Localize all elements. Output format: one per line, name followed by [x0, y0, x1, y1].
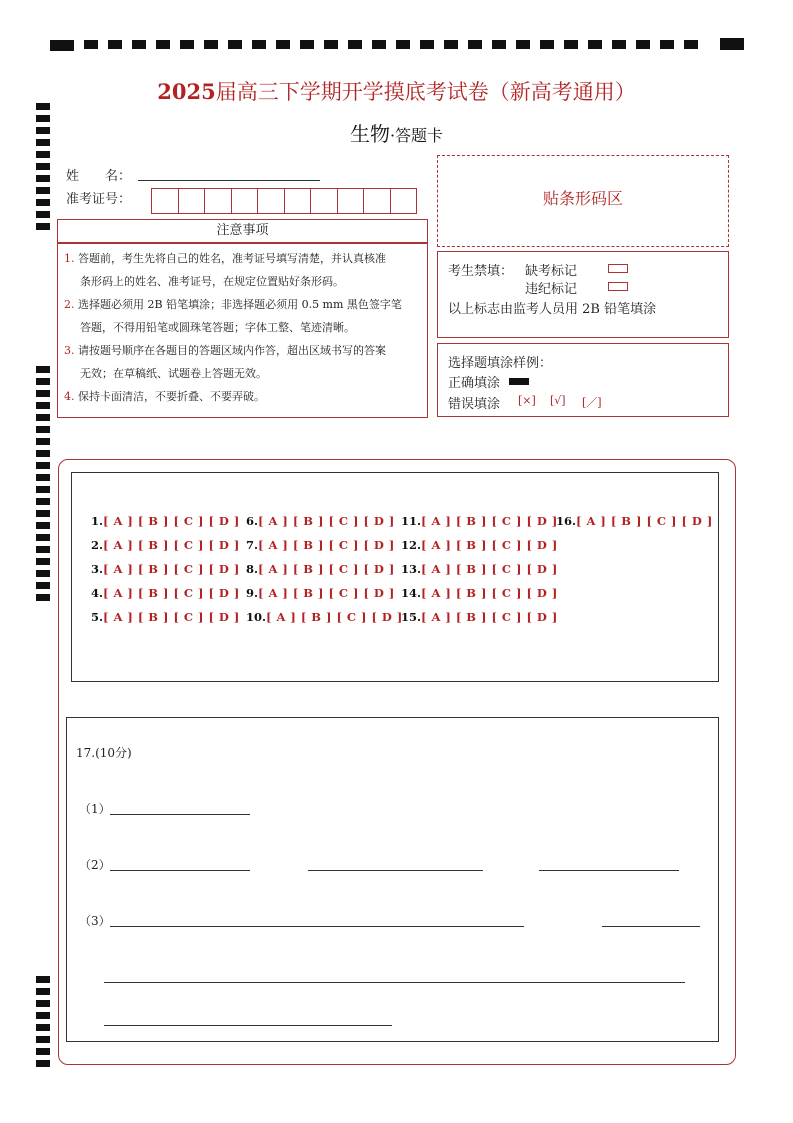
choice-q13[interactable]: 13.[ A ] [ B ] [ C ] [ D ]: [401, 562, 558, 576]
choice-q6[interactable]: 6.[ A ] [ B ] [ C ] [ D ]: [246, 514, 395, 528]
notice-item: 4. 保持卡面清洁，不要折叠、不要弄破。: [64, 390, 265, 403]
choice-q14[interactable]: 14.[ A ] [ B ] [ C ] [ D ]: [401, 586, 558, 600]
choice-q2[interactable]: 2.[ A ] [ B ] [ C ] [ D ]: [91, 538, 240, 552]
absent-mark-box[interactable]: [608, 264, 628, 273]
q17-part3-answer-line-1[interactable]: [110, 926, 524, 927]
choice-section: [71, 472, 719, 682]
name-label: 姓 名：: [66, 169, 132, 184]
wrong-fill-label: 错误填涂: [448, 397, 501, 412]
barcode-area: [437, 155, 729, 247]
choice-q5[interactable]: 5.[ A ] [ B ] [ C ] [ D ]: [91, 610, 240, 624]
forbidden-label: 考生禁填：: [448, 264, 514, 279]
q17-part1-label: （1）: [79, 802, 111, 816]
q17-part3-answer-line-3[interactable]: [104, 982, 685, 983]
q17-part1-answer-line[interactable]: [110, 814, 250, 815]
notice-item: 3. 请按题号顺序在各题目的答题区域内作答，超出区域书写的答案 无效；在草稿纸、试题卷上答题无效。: [64, 344, 386, 380]
q17-part2-answer-line-1[interactable]: [110, 870, 250, 871]
barcode-label: 贴条形码区: [542, 189, 623, 208]
q17-title: 17.(10分): [76, 746, 132, 760]
q17-part3-answer-line-4[interactable]: [104, 1025, 392, 1026]
violation-mark-label: 违纪标记: [525, 282, 578, 297]
correct-fill-label: 正确填涂: [448, 376, 501, 391]
choice-q7[interactable]: 7.[ A ] [ B ] [ C ] [ D ]: [246, 538, 395, 552]
q17-section: [66, 717, 719, 1042]
fill-example-box: [437, 343, 729, 417]
choice-q10[interactable]: 10.[ A ] [ B ] [ C ] [ D ]: [246, 610, 403, 624]
choice-q16[interactable]: 16.[ A ] [ B ] [ C ] [ D ]: [556, 514, 713, 528]
notice-header: 注意事项: [216, 223, 269, 238]
choice-q12[interactable]: 12.[ A ] [ B ] [ C ] [ D ]: [401, 538, 558, 552]
forbidden-box: [437, 251, 729, 338]
q17-part2-label: （2）: [79, 858, 111, 872]
notice-list: [64, 247, 424, 408]
wrong-mark-slash: [／]: [582, 396, 602, 409]
exam-id-boxes[interactable]: [151, 188, 417, 214]
choice-q4[interactable]: 4.[ A ] [ B ] [ C ] [ D ]: [91, 586, 240, 600]
wrong-mark-x: [×]: [518, 394, 536, 407]
absent-mark-label: 缺考标记: [525, 264, 578, 279]
name-field[interactable]: [138, 180, 320, 181]
choice-q11[interactable]: 11.[ A ] [ B ] [ C ] [ D ]: [401, 514, 558, 528]
fill-example-title: 选择题填涂样例：: [448, 356, 553, 371]
choice-q15[interactable]: 15.[ A ] [ B ] [ C ] [ D ]: [401, 610, 558, 624]
q17-part2-answer-line-3[interactable]: [539, 870, 679, 871]
q17-part2-answer-line-2[interactable]: [308, 870, 483, 871]
choice-q9[interactable]: 9.[ A ] [ B ] [ C ] [ D ]: [246, 586, 395, 600]
page-subtitle: 生物·答题卡: [349, 122, 444, 146]
choice-q8[interactable]: 8.[ A ] [ B ] [ C ] [ D ]: [246, 562, 395, 576]
choice-q1[interactable]: 1.[ A ] [ B ] [ C ] [ D ]: [91, 514, 240, 528]
wrong-mark-check: [√]: [550, 394, 566, 407]
choice-q3[interactable]: 3.[ A ] [ B ] [ C ] [ D ]: [91, 562, 240, 576]
notice-header-box: [57, 219, 428, 243]
q17-part3-answer-line-2[interactable]: [602, 926, 700, 927]
page-title: 2025届高三下学期开学摸底考试卷（新高考通用）: [157, 79, 636, 104]
violation-mark-box[interactable]: [608, 282, 628, 291]
notice-item: 1. 答题前，考生先将自己的姓名，准考证号填写清楚，并认真核准 条形码上的姓名、准考证号，在规定位置贴好条形码。: [64, 252, 386, 288]
correct-fill-mark: [509, 378, 529, 385]
q17-part3-label: （3）: [79, 914, 111, 928]
notice-item: 2. 选择题必须用 2B 铅笔填涂；非选择题必须用 0.5 mm 黑色签字笔 答题，不得用铅笔或圆珠笔答题；字体工整、笔迹清晰。: [64, 298, 402, 334]
exam-id-label: 准考证号：: [66, 192, 132, 207]
notice-box: [57, 243, 428, 418]
forbidden-note: 以上标志由监考人员用 2B 铅笔填涂: [448, 302, 657, 317]
